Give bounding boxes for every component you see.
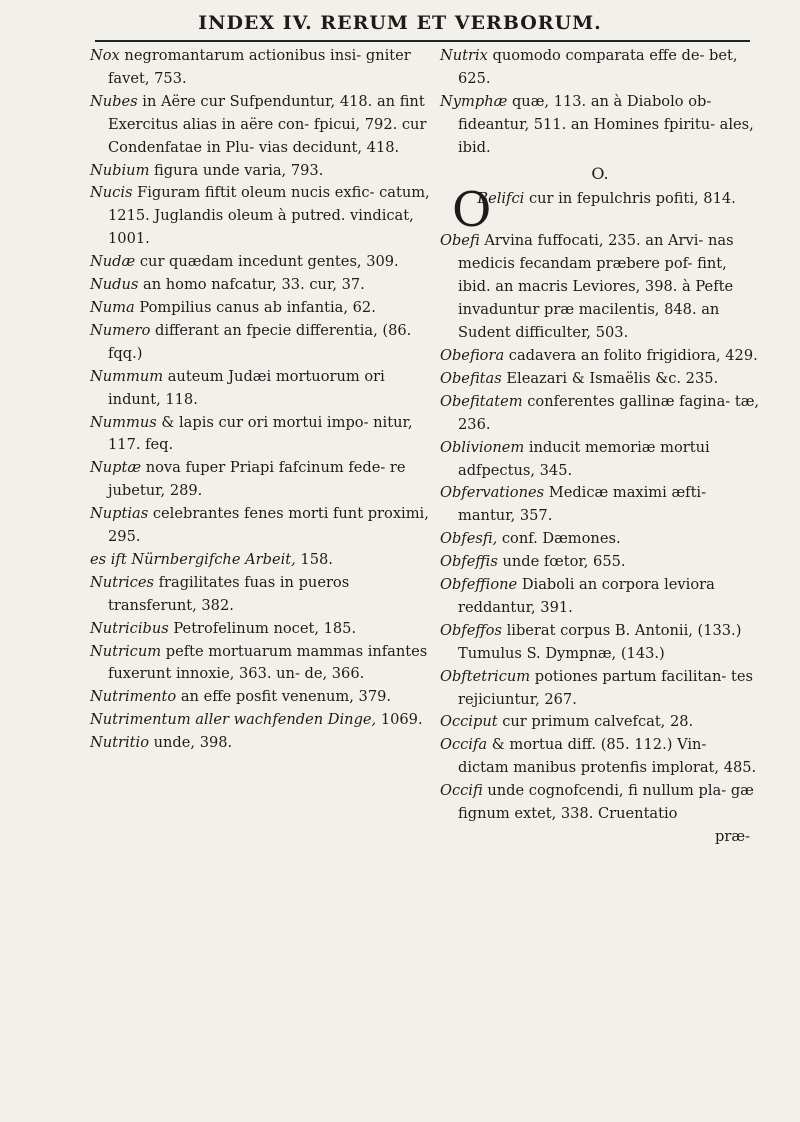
entry-text: unde cognofcendi, fi nullum pla- gæ fignum extet, 338. Cruentatio	[458, 782, 754, 823]
entry-text: cur primum calvefcat, 28.	[497, 713, 694, 731]
index-entry	[90, 182, 430, 251]
index-entry	[90, 297, 430, 320]
running-header: INDEX IV. RERUM ET VERBORUM.	[198, 12, 602, 34]
entry-headword: Obefitas	[440, 369, 502, 387]
index-entry	[90, 160, 430, 183]
entry-text: unde fœtor, 655.	[497, 553, 626, 571]
entry-headword: Nutricum	[90, 642, 162, 660]
entry-text: & lapis cur ori mortui impo- nitur, 117. feq.	[108, 413, 413, 454]
index-entry	[90, 549, 430, 572]
entry-headword: Nummus	[90, 413, 157, 431]
entry-headword: Obfeffione	[440, 576, 518, 594]
entry-text: 1069.	[376, 711, 423, 729]
section-letter-o: O.	[591, 163, 609, 183]
right-top-entries	[440, 45, 760, 160]
index-entry	[90, 412, 430, 458]
entry-headword: Nudæ	[90, 253, 136, 271]
entry-text: fragilitates fuas in pueros transferunt, 382.	[108, 573, 350, 614]
entry-headword: Nutritio	[90, 734, 149, 752]
entry-headword: Obftetricum	[440, 667, 531, 685]
index-entry	[90, 366, 430, 412]
entry-text: quæ, 113. an à Diabolo ob- fideantur, 511. an Homines fpiritu- ales, ibid.	[458, 92, 754, 156]
drop-cap: O	[452, 182, 492, 239]
entry-headword: Obfesfi,	[440, 530, 498, 548]
entry-text: Eleazari & Ismaëlis &c. 235.	[501, 369, 719, 387]
entry-headword: Obfervationes	[440, 484, 545, 502]
entry-headword: Nummum	[90, 367, 164, 385]
left-column	[90, 45, 430, 755]
entry-headword: Nucis	[90, 184, 133, 202]
entry-text: cur in fepulchris pofiti, 814.	[524, 190, 736, 208]
entry-headword: Obefi	[440, 232, 480, 250]
entry-headword: Occiput	[440, 713, 498, 731]
index-entry	[440, 574, 760, 620]
catchword: præ-	[715, 828, 750, 845]
index-entry	[90, 45, 430, 91]
entry-headword: Obfeffos	[440, 621, 502, 639]
entry-headword: Oblivionem	[440, 438, 525, 456]
index-entry	[440, 620, 760, 666]
entry-headword: Nubes	[90, 92, 138, 110]
index-entry	[440, 528, 760, 551]
entry-text: Petrofelinum nocet, 185.	[168, 619, 357, 637]
index-entry	[440, 711, 760, 734]
entry-headword: Nuptias	[90, 505, 149, 523]
index-entry	[90, 91, 430, 160]
entry-text: Figuram fiftit oleum nucis exfic- catum, 1215. Juglandis oleum à putred. vindicat, 1001.	[108, 184, 430, 248]
index-entry	[440, 551, 760, 574]
index-entry	[90, 686, 430, 709]
entry-headword: Occifi	[440, 782, 483, 800]
entry-text: in Aëre cur Sufpenduntur, 418. an fint Exercitus alias in aëre con- fpicui, 792. cur Condenfatae in Plu- vias decidunt, 418.	[108, 92, 427, 156]
entry-text: liberat corpus B. Antonii, (133.) Tumulus S. Dympnæ, (143.)	[458, 621, 742, 662]
entry-text: Arvina fuffocati, 235. an Arvi- nas medicis fecandam præbere pof- fint, ibid. an macris Leviores, 398. à Pefte invaduntur præ macilentis, 848. an Sudent difficulter, 503.	[458, 232, 734, 342]
entry-text: potiones partum facilitan- tes rejiciuntur, 267.	[458, 667, 753, 708]
index-entry	[90, 274, 430, 297]
entry-text: negromantarum actionibus insi- gniter favet, 753.	[108, 47, 411, 87]
entry-headword: Obefiora	[440, 346, 505, 364]
right-column	[440, 45, 760, 849]
index-entry	[440, 391, 760, 437]
right-entries	[440, 230, 760, 826]
index-entry	[90, 641, 430, 687]
index-entry	[440, 482, 760, 528]
index-entry	[90, 572, 430, 618]
index-entry	[440, 230, 760, 345]
entry-text: quomodo comparata effe de- bet, 625.	[458, 47, 738, 87]
index-entry	[440, 91, 760, 160]
entry-text: figura unde varia, 793.	[149, 161, 324, 179]
entry-text: an effe posfit venenum, 379.	[176, 688, 392, 706]
entry-headword: Numa	[90, 298, 135, 316]
entry-text: pefte mortuarum mammas infantes fuxerunt innoxie, 363. un- de, 366.	[108, 642, 428, 683]
index-entry	[90, 457, 430, 503]
entry-text: unde, 398.	[149, 734, 233, 752]
entry-text: inducit memoriæ mortui adfpectus, 345.	[458, 438, 710, 479]
entry-text: auteum Judæi mortuorum ori indunt, 118.	[108, 367, 385, 408]
entry-headword: Occifa	[440, 736, 488, 754]
entry-text: celebrantes fenes morti funt proximi, 295.	[108, 505, 429, 546]
index-entry	[90, 503, 430, 549]
entry-headword: Belifci	[477, 190, 525, 208]
entry-text: Pompilius canus ab infantia, 62.	[134, 298, 376, 316]
entry-headword: Numero	[90, 321, 151, 339]
entry-text: & mortua diff. (85. 112.) Vin- dictam manibus protenfis implorat, 485.	[458, 736, 757, 777]
entry-headword: Nutrix	[440, 47, 488, 64]
entry-text: Medicæ maximi æfti- mantur, 357.	[458, 484, 707, 525]
entry-text: conf. Dæmones.	[497, 530, 621, 548]
index-entry	[90, 251, 430, 274]
entry-headword: Nutrimento	[90, 688, 177, 706]
index-entry	[440, 780, 760, 826]
entry-headword: Nutricibus	[90, 619, 169, 637]
entry-text: conferentes gallinæ fagina- tæ, 236.	[458, 392, 760, 433]
entry-headword: Obfeffis	[440, 553, 498, 571]
entry-headword: Nutrimentum aller wachfenden Dinge,	[90, 711, 377, 729]
entry-headword: Nudus	[90, 276, 139, 294]
index-entry	[90, 618, 430, 641]
entry-headword: Nox	[90, 47, 120, 64]
entry-headword: Nuptæ	[90, 459, 142, 477]
index-entry	[440, 666, 760, 712]
entry-headword: es ift Nürnbergifche Arbeit,	[90, 550, 296, 568]
index-entry-drop	[440, 182, 760, 239]
entry-text: nova fuper Priapi fafcinum fede- re jubetur, 289.	[108, 459, 406, 500]
entry-headword: Nutrices	[90, 573, 154, 591]
entry-text: Diaboli an corpora leviora reddantur, 391.	[458, 576, 715, 616]
index-entry	[90, 320, 430, 366]
index-entry	[90, 732, 430, 755]
index-entry	[90, 709, 430, 732]
index-entry	[440, 45, 760, 91]
index-entry	[440, 368, 760, 391]
header-rule	[95, 40, 750, 42]
index-entry	[440, 437, 760, 483]
entry-text: an homo nafcatur, 33. cur, 37.	[138, 276, 365, 294]
entry-headword: Obefitatem	[440, 392, 523, 410]
index-entry	[440, 345, 760, 368]
index-entry	[440, 734, 760, 780]
entry-text: 158.	[295, 550, 333, 568]
entry-text: differant an fpecie differentia, (86. fqq.)	[108, 321, 412, 362]
entry-headword: Nubium	[90, 161, 150, 179]
entry-text: cadavera an folito frigidiora, 429.	[504, 346, 758, 364]
entry-headword: Nymphæ	[440, 92, 508, 110]
entry-text: cur quædam incedunt gentes, 309.	[135, 253, 399, 271]
